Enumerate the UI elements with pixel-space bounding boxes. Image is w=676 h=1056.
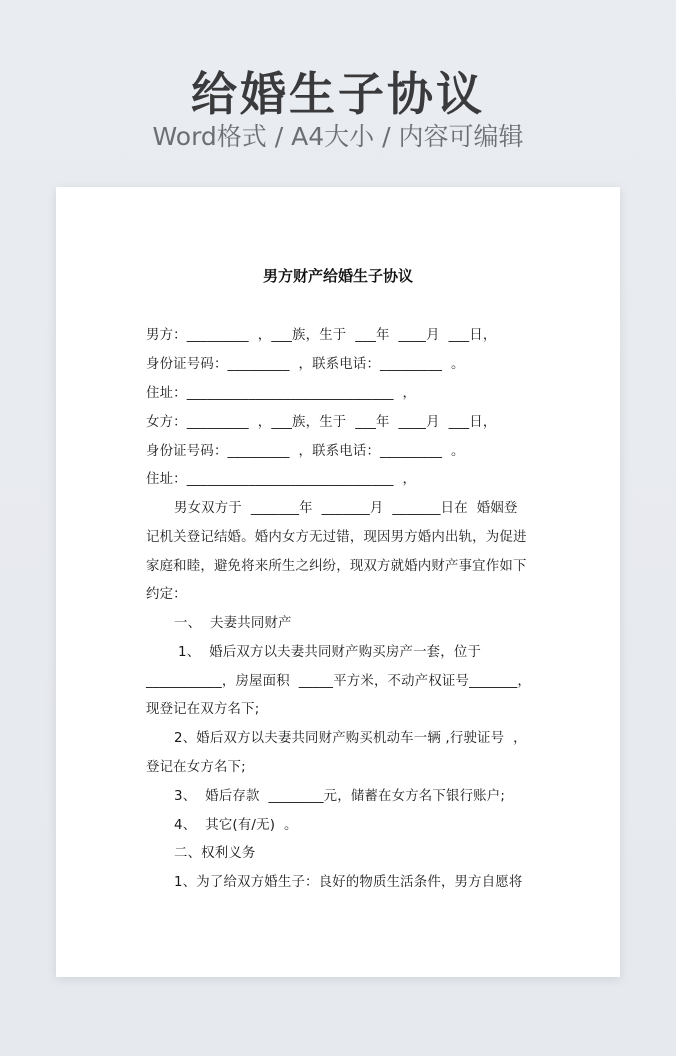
section-heading: 二、权利义务 — [174, 846, 256, 861]
husband-id-line: 身份证号码：_________ ，联系电话：_________ 。 — [146, 357, 465, 372]
paragraph-line: 记机关登记结婚。婚内女方无过错，现因男方婚内出轨，为促进 — [146, 530, 527, 545]
clause-line: 4、 其它(有/无) 。 — [174, 818, 298, 833]
page-subtitle: Word格式 / A4大小 / 内容可编辑 — [152, 122, 524, 151]
wife-address-line: 住址：______________________________ ， — [146, 472, 417, 487]
wife-id-line: 身份证号码：_________ ，联系电话：_________ 。 — [146, 444, 465, 459]
clause-line: ___________，房屋面积 _____平方米，不动产权证号_______， — [146, 674, 531, 689]
clause-line: 现登记在双方名下; — [146, 702, 260, 717]
document-title: 男方财产给婚生子协议 — [262, 267, 413, 285]
paragraph-line: 家庭和睦，避免将来所生之纠纷，现双方就婚内财产事宜作如下 — [146, 559, 527, 574]
clause-line: 2、婚后双方以夫妻共同财产购买机动车一辆 ,行驶证号 ， — [174, 731, 527, 746]
husband-info-line: 男方：_________ ，___族，生于 ___年 ____月 ___日， — [146, 328, 497, 343]
paragraph-line: 约定： — [146, 587, 187, 602]
clause-line: 3、 婚后存款 ________元，储蓄在女方名下银行账户; — [174, 789, 506, 804]
paragraph-line: 男女双方于 _______年 _______月 _______日在 婚姻登 — [174, 501, 518, 516]
clause-line: 1、为了给双方婚生子：良好的物质生活条件，男方自愿将 — [174, 875, 523, 890]
clause-line: 1、 婚后双方以夫妻共同财产购买房产一套，位于 — [178, 645, 482, 660]
section-heading: 一、 夫妻共同财产 — [174, 616, 292, 631]
husband-address-line: 住址：______________________________ ， — [146, 386, 417, 401]
clause-line: 登记在女方名下; — [146, 760, 246, 775]
page-title: 给婚生子协议 — [191, 67, 485, 121]
document-page — [56, 187, 620, 977]
wife-info-line: 女方：_________ ，___族，生于 ___年 ____月 ___日， — [146, 415, 497, 430]
